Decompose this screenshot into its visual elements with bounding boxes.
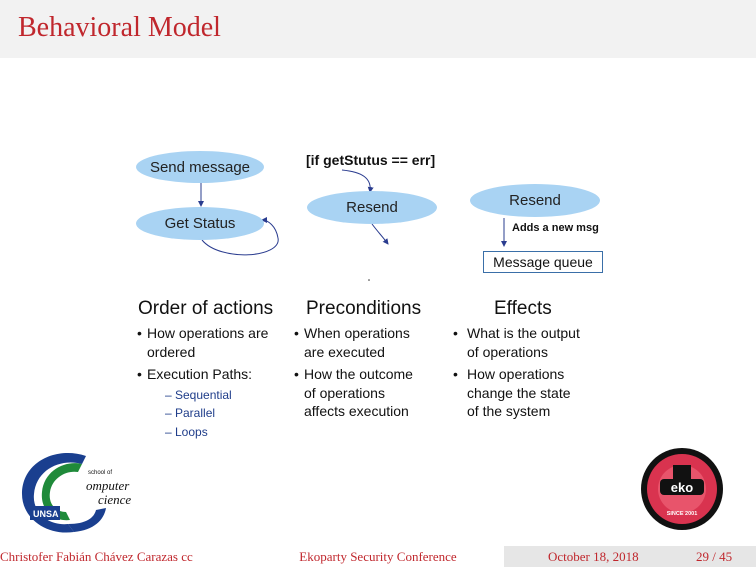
eko-text: eko xyxy=(670,480,694,495)
resend-right-label: Resend xyxy=(509,192,561,209)
order-sub-loops: – Loops xyxy=(165,425,208,439)
preconditions-bullet-1-line-2: are executed xyxy=(304,343,385,360)
computer-text: omputer xyxy=(86,478,130,493)
preconditions-bullet-1-line-1: When operations xyxy=(304,325,410,341)
order-bullet-2 xyxy=(137,365,253,384)
unsa-computer-science-logo xyxy=(16,448,146,536)
science-text: cience xyxy=(98,492,132,507)
effects-heading: Effects xyxy=(494,298,552,319)
order-bullet-1-line-1: How operations are xyxy=(147,325,269,341)
arrow-condition-to-resend xyxy=(342,170,370,192)
condition-label: [if getStutus == err] xyxy=(306,152,436,168)
bullet-dot: • xyxy=(137,325,142,341)
footer-author xyxy=(0,546,252,567)
preconditions-bullet-2-line-1: How the outcome xyxy=(304,366,413,382)
dot-mark xyxy=(368,279,370,281)
effects-bullet-2-line-3: of the system xyxy=(467,403,551,419)
preconditions-bullet-2-line-3: affects execution xyxy=(304,403,409,419)
order-sub-sequential: – Sequential xyxy=(165,388,232,402)
preconditions-bullet-2-line-2: of operations xyxy=(304,384,385,401)
message-queue-box: Message queue xyxy=(483,251,603,273)
footer-event xyxy=(252,546,504,567)
effects-bullet-1-line-2: of operations xyxy=(467,343,548,360)
resend-mid-label: Resend xyxy=(346,199,398,216)
bullet-dot: • xyxy=(294,325,299,341)
ring-text: SINCE 2001 xyxy=(666,511,698,517)
effects-bullet-2-line-2: change the state xyxy=(467,384,571,401)
bullet-dot: • xyxy=(294,366,299,382)
preconditions-heading: Preconditions xyxy=(306,298,422,319)
footer-event-text: Ekoparty Security Conference xyxy=(299,549,457,564)
order-sub-parallel: – Parallel xyxy=(165,406,216,420)
effects-bullet-1 xyxy=(453,324,580,361)
order-bullet-1 xyxy=(137,324,269,361)
preconditions-bullet-2 xyxy=(294,365,413,421)
order-heading: Order of actions xyxy=(138,298,274,319)
effects-bullet-1-line-1: What is the output xyxy=(467,325,580,341)
send-message-label: Send message xyxy=(149,158,251,176)
order-bullet-2-line-1: Execution Paths: xyxy=(147,366,253,382)
slide-title: Behavioral Model xyxy=(18,12,221,43)
footer-author-text: Christofer Fabián Chávez Carazas cc xyxy=(0,549,193,564)
footer-date: October 18, 2018 xyxy=(548,549,639,564)
resend-mid-node xyxy=(307,191,437,224)
unsa-text: UNSA xyxy=(33,509,59,519)
school-of-text: school of xyxy=(88,470,113,476)
effects-bullet-2-line-1: How operations xyxy=(467,366,565,382)
bullet-dot: • xyxy=(453,325,458,341)
footer-page-number: 29 / 45 xyxy=(696,549,733,564)
effects-bullet-2 xyxy=(453,365,571,421)
get-status-label: Get Status xyxy=(164,215,236,232)
adds-msg-label: Adds a new msg xyxy=(512,222,599,234)
send-message-node xyxy=(136,151,264,183)
preconditions-bullet-1 xyxy=(294,324,410,361)
order-bullet-1-line-2: ordered xyxy=(147,343,196,360)
get-status-node xyxy=(136,207,264,240)
arrow-resend-out xyxy=(372,224,388,244)
resend-right-node xyxy=(470,184,600,217)
bullet-dot: • xyxy=(453,366,458,382)
ekoparty-logo xyxy=(640,447,724,531)
footer-right xyxy=(504,546,756,567)
bullet-dot: • xyxy=(137,366,142,382)
